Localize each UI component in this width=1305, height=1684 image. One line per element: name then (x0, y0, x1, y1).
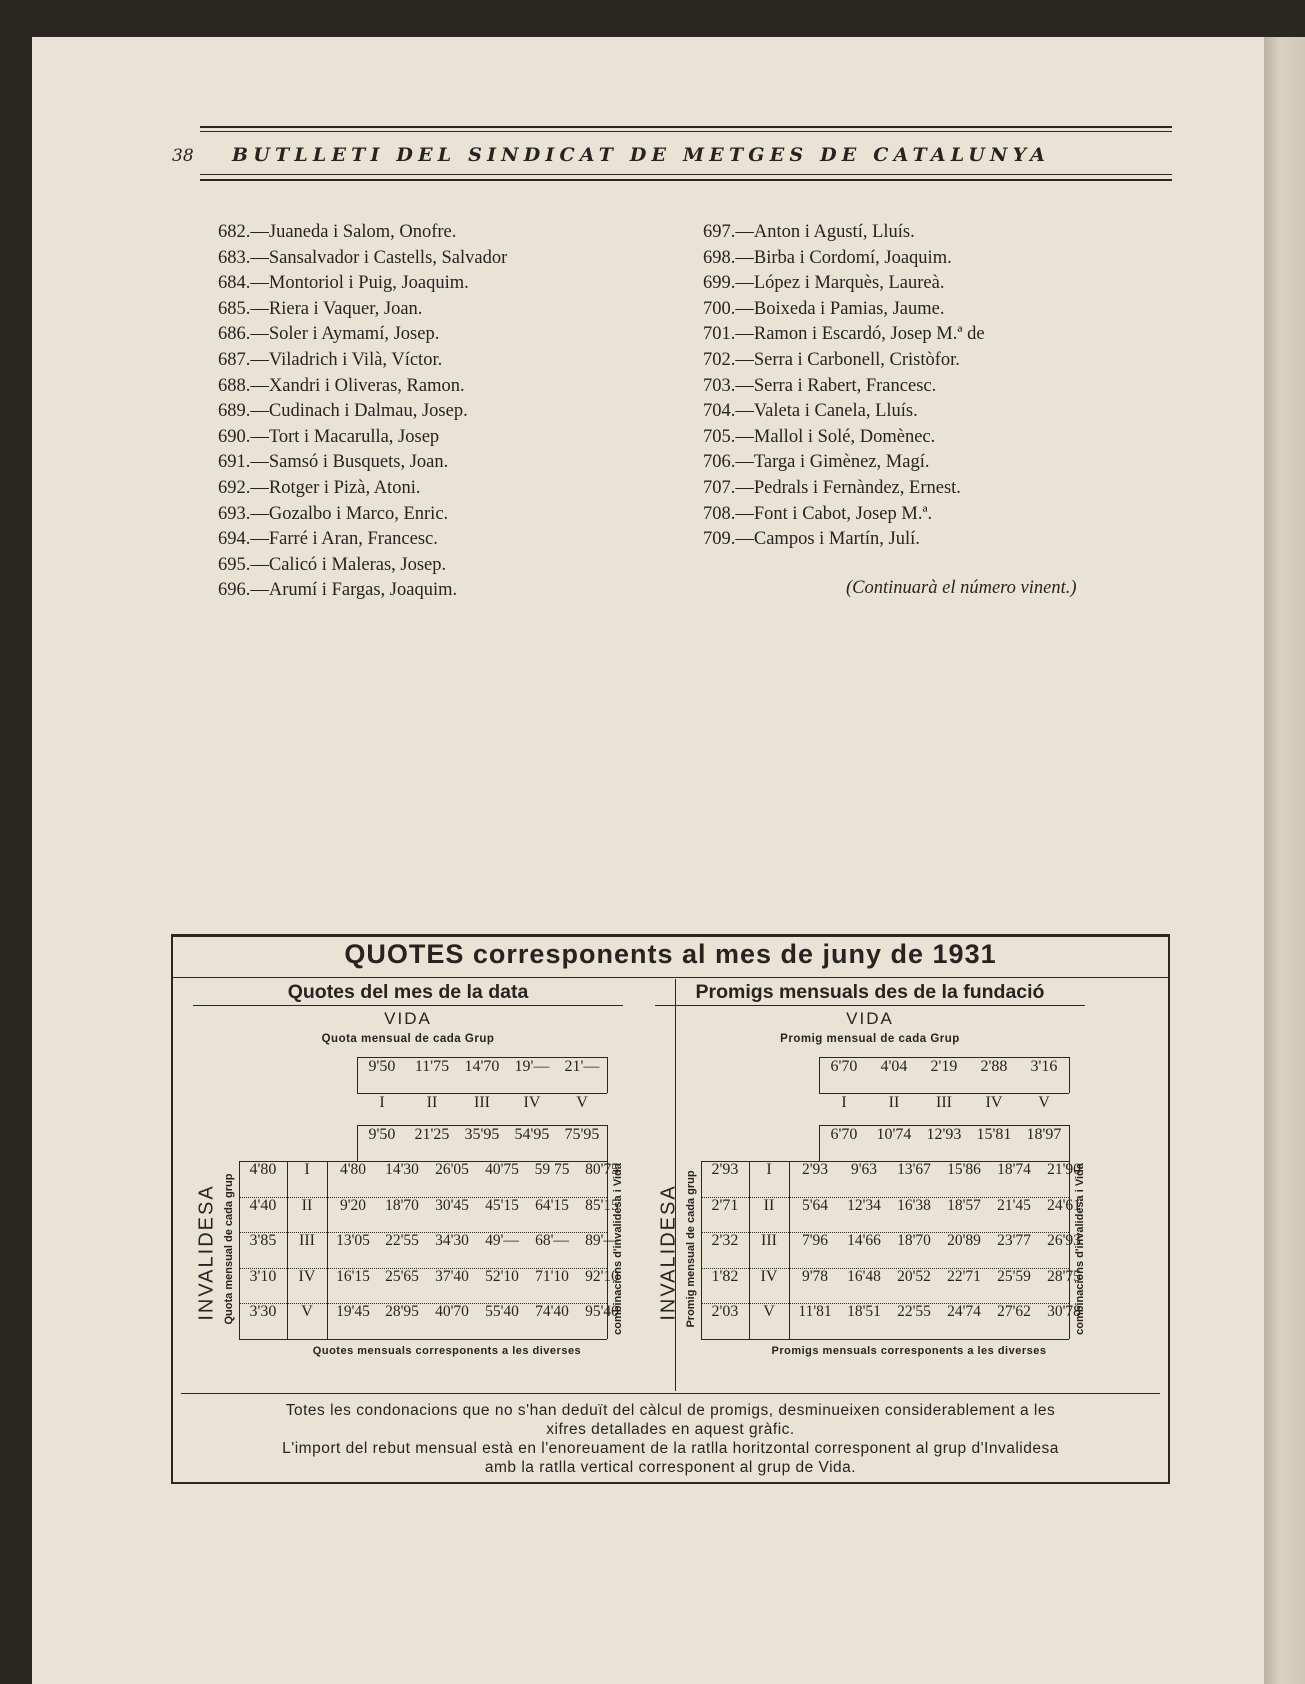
vida-value-cell: 4'04 (880, 1058, 908, 1075)
page-number: 38 (172, 146, 194, 166)
inv-value-cell: 4'80 (249, 1161, 277, 1178)
combination-cell: 12'34 (847, 1196, 881, 1214)
vida-group-label: V (1038, 1094, 1050, 1111)
combinations-side-label: combinacions d'invalidesa i Vida (1074, 1163, 1086, 1335)
member-entry: 682.—Juaneda i Salom, Onofre. (218, 222, 457, 242)
member-entry: 684.—Montoriol i Puig, Joaquim. (218, 273, 469, 294)
vida-cumulative-cell: 10'74 (876, 1126, 912, 1143)
combination-cell: 20'89 (947, 1232, 981, 1249)
combination-cell: 27'62 (997, 1303, 1031, 1320)
inv-group-label: V (301, 1303, 313, 1320)
combination-cell: 30'45 (435, 1196, 469, 1214)
combination-cell: 9'20 (339, 1196, 367, 1214)
combination-cell: 37'40 (435, 1267, 469, 1285)
combination-cell: 25'65 (385, 1267, 419, 1285)
inv-value-cell: 4'40 (249, 1196, 277, 1214)
combination-cell: 22'55 (897, 1303, 931, 1320)
cum-box-right (1069, 1125, 1070, 1161)
combination-cell: 18'74 (997, 1161, 1031, 1178)
member-entry: 706.—Targa i Gimènez, Magí. (703, 452, 930, 473)
member-entry: 685.—Riera i Vaquer, Joan. (218, 298, 423, 319)
combination-cell: 64'15 (535, 1196, 569, 1214)
invalidesa-label: INVALIDESA (195, 1184, 218, 1321)
combination-cell: 18'70 (385, 1196, 419, 1214)
inv-value-cell: 3'85 (249, 1232, 277, 1249)
header-rule-bottom-thin (200, 174, 1172, 175)
vida-group-label: IV (523, 1094, 541, 1111)
member-entry: 697.—Anton i Agustí, Lluís. (703, 222, 915, 242)
combination-cell: 4'80 (339, 1161, 367, 1178)
combination-cell: 28'95 (385, 1303, 419, 1320)
vida-cumulative-cell: 12'93 (926, 1126, 962, 1143)
inv-group-label: III (299, 1232, 315, 1249)
inv-value-cell: 2'03 (711, 1303, 739, 1320)
combination-cell: 28'75 (1047, 1267, 1081, 1285)
vida-group-label: III (474, 1094, 490, 1111)
grid-bottom (239, 1339, 607, 1340)
invalidesa-sublabel: Promig mensual de cada grup (685, 1170, 697, 1328)
member-entry: 705.—Mallol i Solé, Domènec. (703, 426, 936, 447)
inv-group-label: I (304, 1161, 310, 1178)
invalidesa-sublabel: Quota mensual de cada grup (223, 1173, 235, 1325)
inv-group-label: V (763, 1303, 775, 1320)
member-entry: 693.—Gozalbo i Marco, Enric. (218, 503, 449, 524)
inv-value-cell: 3'10 (249, 1267, 277, 1285)
half-heading: Promigs mensuals des de la fundació (695, 981, 1045, 1003)
combination-cell: 24'61 (1047, 1196, 1081, 1214)
combination-cell: 49'— (485, 1232, 519, 1249)
inv-group-label: II (763, 1196, 775, 1214)
vida-value-cell: 3'16 (1030, 1058, 1058, 1075)
grid-footer-label: Quotes mensuals corresponents a les diverses (312, 1344, 582, 1357)
vida-cumulative-cell: 15'81 (976, 1126, 1012, 1143)
member-entry: 703.—Serra i Rabert, Francesc. (703, 375, 937, 396)
inv-group-label: II (301, 1196, 313, 1214)
quotes-table (171, 934, 1170, 1484)
header-rule-bottom (200, 179, 1172, 181)
cum-box-right (607, 1125, 608, 1161)
combination-cell: 40'70 (435, 1303, 469, 1320)
combination-cell: 22'55 (385, 1232, 419, 1249)
combination-cell: 89'— (585, 1232, 619, 1249)
inv-group-label: I (766, 1161, 772, 1178)
grid-bottom (701, 1339, 1069, 1340)
vida-cumulative-cell: 18'97 (1026, 1126, 1062, 1143)
combination-cell: 16'15 (336, 1267, 370, 1285)
vida-value-cell: 11'75 (414, 1058, 450, 1075)
combination-cell: 16'38 (897, 1196, 931, 1214)
combination-cell: 5'64 (801, 1196, 829, 1214)
combination-cell: 26'93 (1047, 1232, 1081, 1249)
member-entry: 688.—Xandri i Oliveras, Ramon. (218, 375, 465, 396)
heading-rule (193, 1005, 623, 1006)
member-entry: 708.—Font i Cabot, Josep M.ª. (703, 503, 933, 524)
member-entry: 696.—Arumí i Fargas, Joaquim. (218, 580, 458, 601)
page-gutter (1264, 37, 1305, 1684)
journal-title: BUTLLETI DEL SINDICAT DE METGES DE CATALUNYA (232, 144, 1051, 166)
combination-cell: 52'10 (485, 1267, 519, 1285)
vida-cumulative-cell: 6'70 (830, 1126, 858, 1143)
vida-group-label: III (936, 1094, 952, 1111)
combination-cell: 18'70 (897, 1232, 931, 1249)
member-entry: 699.—López i Marquès, Laureà. (703, 273, 945, 294)
member-entry: 691.—Samsó i Busquets, Joan. (218, 452, 449, 473)
invalidesa-label: INVALIDESA (657, 1184, 680, 1321)
member-entry: 701.—Ramon i Escardó, Josep M.ª de (703, 324, 985, 345)
vida-box-right (607, 1057, 608, 1093)
note-rule (181, 1393, 1160, 1394)
combination-cell: 55'40 (485, 1303, 519, 1320)
inv-value-cell: 2'32 (711, 1232, 739, 1249)
combination-cell: 24'74 (947, 1303, 981, 1320)
vida-group-label: II (426, 1094, 438, 1111)
inv-value-cell: 2'71 (711, 1196, 739, 1214)
combination-cell: 9'63 (850, 1161, 878, 1178)
member-list-left (218, 220, 507, 604)
combination-cell: 25'59 (997, 1267, 1031, 1285)
quotes-title: QUOTES corresponents al mes de juny de 1931 (344, 939, 997, 969)
combination-cell: 45'15 (485, 1196, 519, 1214)
header-rule-top (200, 126, 1172, 128)
combination-cell: 80'75 (585, 1161, 619, 1178)
vida-value-cell: 19'— (514, 1058, 550, 1075)
combination-cell: 2'93 (801, 1161, 829, 1178)
combination-cell: 85'15 (585, 1196, 619, 1214)
combination-cell: 7'96 (801, 1232, 829, 1249)
combination-cell: 16'48 (847, 1267, 881, 1285)
member-entry: 686.—Soler i Aymamí, Josep. (218, 324, 440, 345)
combination-cell: 21'45 (997, 1196, 1031, 1214)
member-entry: 687.—Viladrich i Vilà, Víctor. (218, 349, 443, 370)
combination-cell: 11'81 (798, 1303, 832, 1320)
footnote-line: L'import del rebut mensual està en l'enoreuament de la ratlla horitzontal corresponent al grup d'Invalidesa (282, 1440, 1059, 1457)
combination-cell: 14'66 (847, 1232, 881, 1249)
footnote-line: xifres detallades en aquest gràfic. (546, 1421, 795, 1438)
vida-group-label: I (379, 1094, 385, 1111)
half-heading: Quotes del mes de la data (287, 981, 529, 1003)
vida-cumulative-cell: 75'95 (564, 1126, 600, 1143)
continuation-note: (Continuarà el número vinent.) (846, 578, 1077, 598)
inv-group-label: III (761, 1232, 777, 1249)
member-entry: 700.—Boixeda i Pamias, Jaume. (703, 298, 945, 319)
combination-cell: 13'67 (897, 1161, 931, 1178)
combination-cell: 13'05 (336, 1232, 370, 1249)
vida-cumulative-cell: 54'95 (514, 1126, 550, 1143)
footnote-line: amb la ratlla vertical corresponent al grup de Vida. (484, 1459, 857, 1476)
combination-cell: 30'78 (1047, 1303, 1081, 1320)
combination-cell: 34'30 (435, 1232, 469, 1249)
vida-value-cell: 21'— (564, 1058, 600, 1075)
combination-cell: 26'05 (435, 1161, 469, 1178)
member-entry: 694.—Farré i Aran, Francesc. (218, 529, 438, 550)
member-entry: 689.—Cudinach i Dalmau, Josep. (218, 401, 468, 422)
vida-group-label: IV (985, 1094, 1003, 1111)
vida-value-cell: 2'19 (930, 1058, 958, 1075)
combination-cell: 14'30 (385, 1161, 419, 1178)
combination-cell: 20'52 (897, 1267, 931, 1285)
vida-cumulative-cell: 21'25 (414, 1126, 450, 1143)
member-entry: 704.—Valeta i Canela, Lluís. (703, 401, 918, 422)
combination-cell: 19'45 (336, 1303, 370, 1320)
vida-value-cell: 14'70 (464, 1058, 500, 1075)
header-rule-top-thin (200, 131, 1172, 132)
combination-cell: 74'40 (535, 1303, 569, 1320)
combination-cell: 21'90 (1047, 1161, 1081, 1178)
vida-box-right (1069, 1057, 1070, 1093)
member-entry: 709.—Campos i Martín, Julí. (703, 529, 920, 550)
title-rule (173, 977, 1168, 978)
combination-cell: 92'10 (585, 1267, 619, 1285)
combination-cell: 18'51 (847, 1303, 881, 1320)
vida-group-label: II (888, 1094, 900, 1111)
member-entry: 692.—Rotger i Pizà, Atoni. (218, 477, 421, 498)
member-entry: 690.—Tort i Macarulla, Josep (218, 426, 440, 447)
combination-cell: 9'78 (801, 1267, 829, 1285)
member-entry: 695.—Calicó i Maleras, Josep. (218, 554, 447, 575)
vida-value-cell: 6'70 (830, 1058, 858, 1075)
inv-value-cell: 3'30 (249, 1303, 277, 1320)
member-entry: 698.—Birba i Cordomí, Joaquim. (703, 247, 952, 268)
inv-value-cell: 1'82 (711, 1267, 739, 1285)
combination-cell: 68'— (535, 1232, 569, 1249)
combination-cell: 71'10 (535, 1267, 569, 1285)
member-entry: 707.—Pedrals i Fernàndez, Ernest. (703, 477, 961, 498)
combination-cell: 40'75 (485, 1161, 519, 1178)
vida-group-label: I (841, 1094, 847, 1111)
member-entry: 702.—Serra i Carbonell, Cristòfor. (703, 349, 960, 370)
heading-rule (655, 1005, 1085, 1006)
vida-label: VIDA (384, 1009, 432, 1028)
vida-sublabel: Promig mensual de cada Grup (780, 1033, 960, 1045)
vida-cumulative-cell: 35'95 (464, 1126, 500, 1143)
vida-label: VIDA (846, 1009, 894, 1028)
combination-cell: 23'77 (997, 1232, 1031, 1249)
inv-value-cell: 2'93 (711, 1161, 739, 1178)
combination-cell: 22'71 (947, 1267, 981, 1285)
vida-value-cell: 2'88 (980, 1058, 1008, 1075)
inv-group-label: IV (760, 1267, 778, 1285)
grid-footer-label: Promigs mensuals corresponents a les diverses (771, 1344, 1047, 1357)
running-header (172, 126, 1172, 190)
combination-cell: 95'40 (585, 1303, 619, 1320)
member-list-right (703, 220, 985, 553)
combination-cell: 59 75 (534, 1161, 570, 1178)
vida-group-label: V (576, 1094, 588, 1111)
combination-cell: 15'86 (947, 1161, 981, 1178)
combinations-side-label: combinacions d'invalidesa i Vida (612, 1163, 624, 1335)
member-entry: 683.—Sansalvador i Castells, Salvador (218, 247, 508, 268)
combination-cell: 18'57 (947, 1196, 981, 1214)
vida-cumulative-cell: 9'50 (368, 1126, 396, 1143)
footnote-line: Totes les condonacions que no s'han deduït del càlcul de promigs, desminueixen considerablement a les (285, 1402, 1056, 1419)
vida-sublabel: Quota mensual de cada Grup (321, 1033, 495, 1045)
inv-group-label: IV (298, 1267, 316, 1285)
vida-value-cell: 9'50 (368, 1058, 396, 1075)
